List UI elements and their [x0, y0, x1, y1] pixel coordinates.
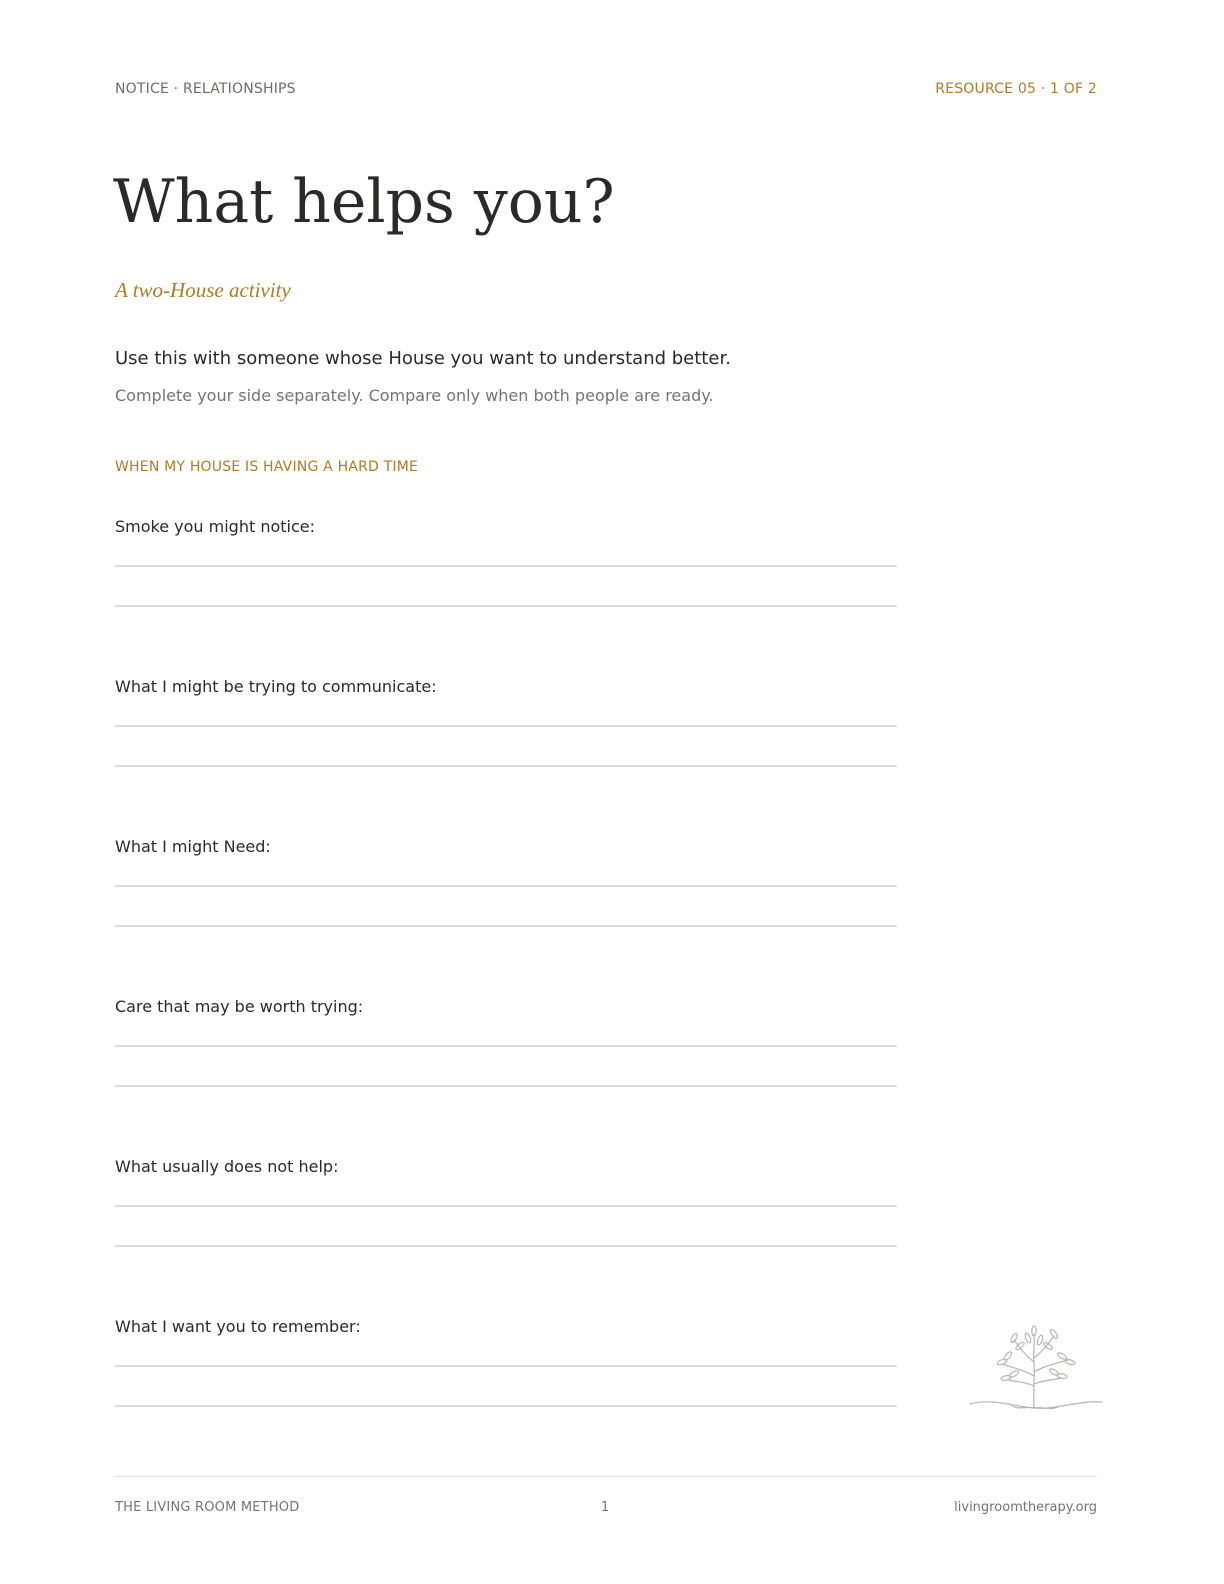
header-resource-number: RESOURCE 05 · 1 OF 2 [935, 81, 1097, 97]
write-in-line[interactable] [115, 1085, 897, 1087]
section-heading: WHEN MY HOUSE IS HAVING A HARD TIME [115, 459, 419, 475]
write-in-line[interactable] [115, 1405, 897, 1407]
write-in-line[interactable] [115, 1205, 897, 1207]
page-subtitle: A two-House activity [115, 278, 291, 302]
prompt-label: What I might be trying to communicate: [115, 677, 437, 696]
prompt-communicate [115, 677, 897, 807]
write-in-line[interactable] [115, 605, 897, 607]
write-in-line[interactable] [115, 1365, 897, 1367]
prompt-label: What I want you to remember: [115, 1317, 361, 1336]
tree-icon [962, 1316, 1106, 1416]
write-in-line[interactable] [115, 1045, 897, 1047]
prompt-care [115, 997, 897, 1127]
write-in-line[interactable] [115, 765, 897, 767]
page-title: What helps you? [113, 167, 615, 237]
write-in-line[interactable] [115, 725, 897, 727]
prompt-does-not-help [115, 1157, 897, 1287]
header-category: NOTICE · RELATIONSHIPS [115, 81, 296, 97]
prompt-label: What I might Need: [115, 837, 271, 856]
write-in-line[interactable] [115, 885, 897, 887]
prompt-need [115, 837, 897, 967]
intro-primary-text: Use this with someone whose House you want to understand better. [115, 348, 731, 369]
prompt-label: Care that may be worth trying: [115, 997, 364, 1016]
prompt-label: What usually does not help: [115, 1157, 339, 1176]
write-in-line[interactable] [115, 1245, 897, 1247]
prompt-smoke [115, 517, 897, 647]
footer-brand: THE LIVING ROOM METHOD [115, 1500, 300, 1515]
intro-secondary-text: Complete your side separately. Compare only when both people are ready. [115, 386, 714, 405]
prompt-remember [115, 1317, 897, 1447]
write-in-line[interactable] [115, 565, 897, 567]
page-number: 1 [600, 1500, 610, 1515]
write-in-line[interactable] [115, 925, 897, 927]
footer-divider [115, 1476, 1097, 1477]
prompt-label: Smoke you might notice: [115, 517, 316, 536]
footer-website-link[interactable]: livingroomtherapy.org [954, 1500, 1097, 1515]
